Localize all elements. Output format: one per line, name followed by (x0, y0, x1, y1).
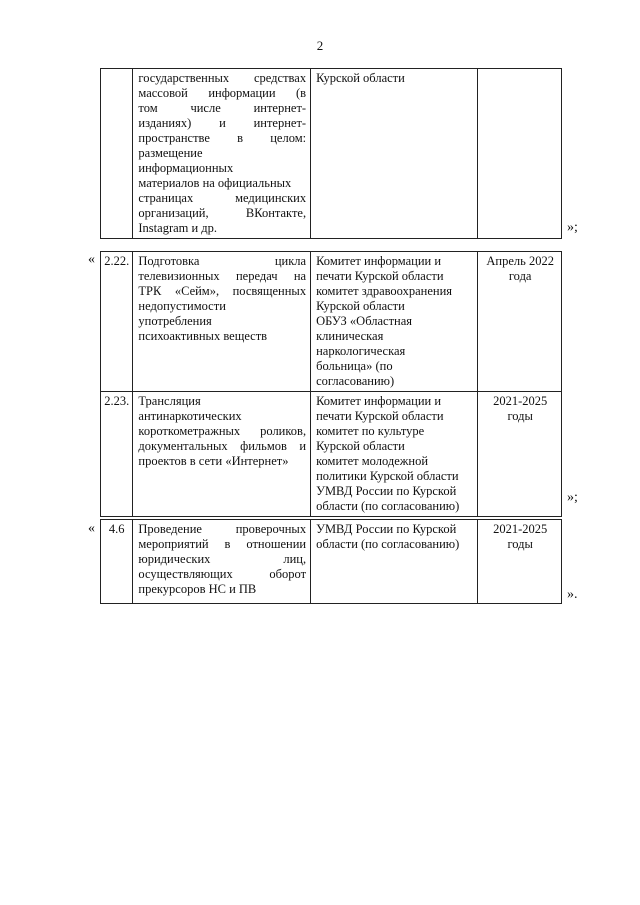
text-line: наркологическая (316, 344, 406, 358)
text-line: печати Курской области (316, 409, 444, 423)
table-items-3 (100, 519, 562, 604)
text-line: клиническая (316, 329, 384, 343)
text-line: организаций, ВКонтакте, (138, 206, 307, 220)
text-line: Курской области (316, 439, 405, 453)
text-line: размещение (138, 146, 203, 160)
cell-number: 2.22. (101, 252, 133, 392)
text-line: Трансляция (138, 394, 201, 408)
text-line: области (по согласованию) (316, 499, 460, 513)
page-number: 2 (316, 38, 324, 53)
text-line: телевизионных передач на (138, 269, 307, 283)
text-line: комитет молодежной (316, 454, 429, 468)
text-line: УМВД России по Курской (316, 522, 457, 536)
text-line: антинаркотических (138, 409, 242, 423)
text-line: документальных фильмов и (138, 439, 307, 453)
text-line: Комитет информации и (316, 394, 442, 408)
text-line: осуществляющих оборот (138, 567, 307, 581)
text-line: комитет здравоохранения (316, 284, 453, 298)
text-line: мероприятий в отношении (138, 537, 307, 551)
text-line: Проведение проверочных (138, 522, 307, 536)
cell-term (478, 392, 562, 517)
closing-quote: ». (567, 587, 578, 602)
cell-organization (311, 252, 478, 392)
closing-quote: »; (567, 490, 578, 505)
text-line: ТРК «Сейм», посвященных (138, 284, 307, 298)
cell-description (133, 252, 311, 392)
text-line: УМВД России по Курской (316, 484, 457, 498)
text-line: Апрель 2022 (486, 254, 554, 268)
text-line: больница» (по (316, 359, 393, 373)
cell-description (133, 69, 311, 239)
text-line: годы (507, 537, 533, 551)
table-row (101, 392, 562, 517)
text-line: информационных (138, 161, 234, 175)
text-line: Instagram и др. (138, 221, 218, 235)
text-line: комитет по культуре (316, 424, 425, 438)
cell-term (478, 69, 562, 239)
text-line: Комитет информации и (316, 254, 442, 268)
text-line: области (по согласованию) (316, 537, 460, 551)
text-line: 2021-2025 (493, 394, 548, 408)
cell-term (478, 520, 562, 604)
text-line: годы (507, 409, 533, 423)
table-items-2 (100, 251, 562, 517)
text-line: психоактивных веществ (138, 329, 268, 343)
text-line: 2021-2025 (493, 522, 548, 536)
opening-quote: « (88, 521, 95, 536)
text-line: печати Курской области (316, 269, 444, 283)
text-line: том числе интернет- (138, 101, 307, 115)
table-continuation (100, 68, 562, 239)
text-line: употребления (138, 314, 212, 328)
cell-number (101, 69, 133, 239)
text-line: Курской области (316, 71, 405, 85)
text-line: пространстве в целом: (138, 131, 307, 145)
text-line: Курской области (316, 299, 405, 313)
cell-organization (311, 69, 478, 239)
text-line: недопустимости (138, 299, 226, 313)
text-line: Подготовка цикла (138, 254, 307, 268)
text-line: массовой информации (в (138, 86, 307, 100)
cell-organization (311, 520, 478, 604)
table-row (101, 252, 562, 392)
text-line: изданиях) и интернет- (138, 116, 307, 130)
cell-number: 4.6 (101, 520, 133, 604)
text-line: материалов на официальных (138, 176, 292, 190)
cell-organization (311, 392, 478, 517)
text-line: государственных средствах (138, 71, 307, 85)
opening-quote: « (88, 252, 95, 267)
text-line: юридических лиц, (138, 552, 307, 566)
cell-description (133, 520, 311, 604)
text-line: согласованию) (316, 374, 395, 388)
table-row (101, 520, 562, 604)
text-line: страницах медицинских (138, 191, 307, 205)
cell-term (478, 252, 562, 392)
text-line: года (508, 269, 532, 283)
text-line: проектов в сети «Интернет» (138, 454, 289, 468)
cell-number: 2.23. (101, 392, 133, 517)
table-row (101, 69, 562, 239)
text-line: прекурсоров НС и ПВ (138, 582, 257, 596)
text-line: политики Курской области (316, 469, 459, 483)
cell-description (133, 392, 311, 517)
text-line: короткометражных роликов, (138, 424, 307, 438)
closing-quote: »; (567, 220, 578, 235)
text-line: ОБУЗ «Областная (316, 314, 413, 328)
